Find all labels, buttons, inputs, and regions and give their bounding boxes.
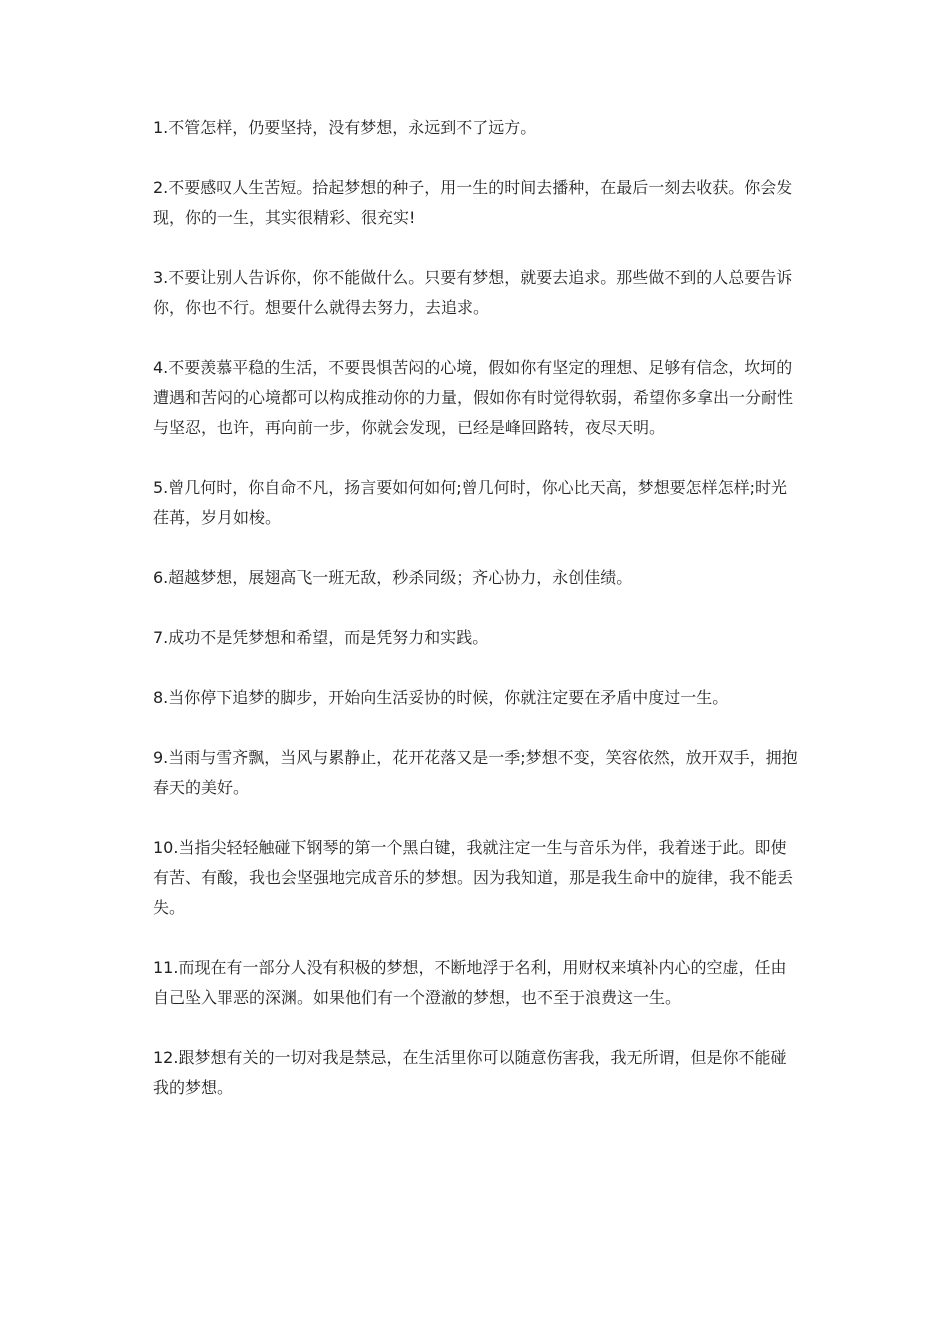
paragraph-11: 11.而现在有一部分人没有积极的梦想，不断地浮于名利，用财权来填补内心的空虚，任由自己坠入罪恶的深渊。如果他们有一个澄澈的梦想，也不至于浪费这一生。 bbox=[153, 958, 787, 1007]
paragraph-1: 1.不管怎样，仍要坚持，没有梦想，永远到不了远方。 bbox=[153, 118, 537, 137]
paragraph-5: 5.曾几何时，你自命不凡，扬言要如何如何;曾几何时，你心比天高，梦想要怎样怎样;时光荏苒，岁月如梭。 bbox=[153, 478, 788, 527]
paragraph-6: 6.超越梦想，展翅高飞一班无敌，秒杀同级；齐心协力，永创佳绩。 bbox=[153, 568, 633, 587]
paragraph-7: 7.成功不是凭梦想和希望，而是凭努力和实践。 bbox=[153, 628, 489, 647]
paragraph-3: 3.不要让别人告诉你，你不能做什么。只要有梦想，就要去追求。那些做不到的人总要告诉你，你也不行。想要什么就得去努力，去追求。 bbox=[153, 268, 793, 317]
document-body bbox=[153, 113, 799, 1133]
paragraph-12: 12.跟梦想有关的一切对我是禁忌，在生活里你可以随意伤害我，我无所谓，但是你不能碰我的梦想。 bbox=[153, 1048, 787, 1097]
paragraph-9: 9.当雨与雪齐飘，当风与累静止，花开花落又是一季;梦想不变，笑容依然，放开双手，拥抱春天的美好。 bbox=[153, 748, 798, 797]
paragraph-2: 2.不要感叹人生苦短。拾起梦想的种子，用一生的时间去播种，在最后一刻去收获。你会发现，你的一生，其实很精彩、很充实! bbox=[153, 178, 793, 227]
paragraph-8: 8.当你停下追梦的脚步，开始向生活妥协的时候，你就注定要在矛盾中度过一生。 bbox=[153, 688, 729, 707]
paragraph-10: 10.当指尖轻轻触碰下钢琴的第一个黑白键，我就注定一生与音乐为伴，我着迷于此。即使有苦、有酸，我也会坚强地完成音乐的梦想。因为我知道，那是我生命中的旋律，我不能丢失。 bbox=[153, 838, 794, 917]
paragraph-4: 4.不要羡慕平稳的生活，不要畏惧苦闷的心境，假如你有坚定的理想、足够有信念，坎坷的遭遇和苦闷的心境都可以构成推动你的力量，假如你有时觉得软弱，希望你多拿出一分耐性与坚忍，也许，再向前一步，你就会发现，已经是峰回路转，夜尽天明。 bbox=[153, 358, 794, 437]
